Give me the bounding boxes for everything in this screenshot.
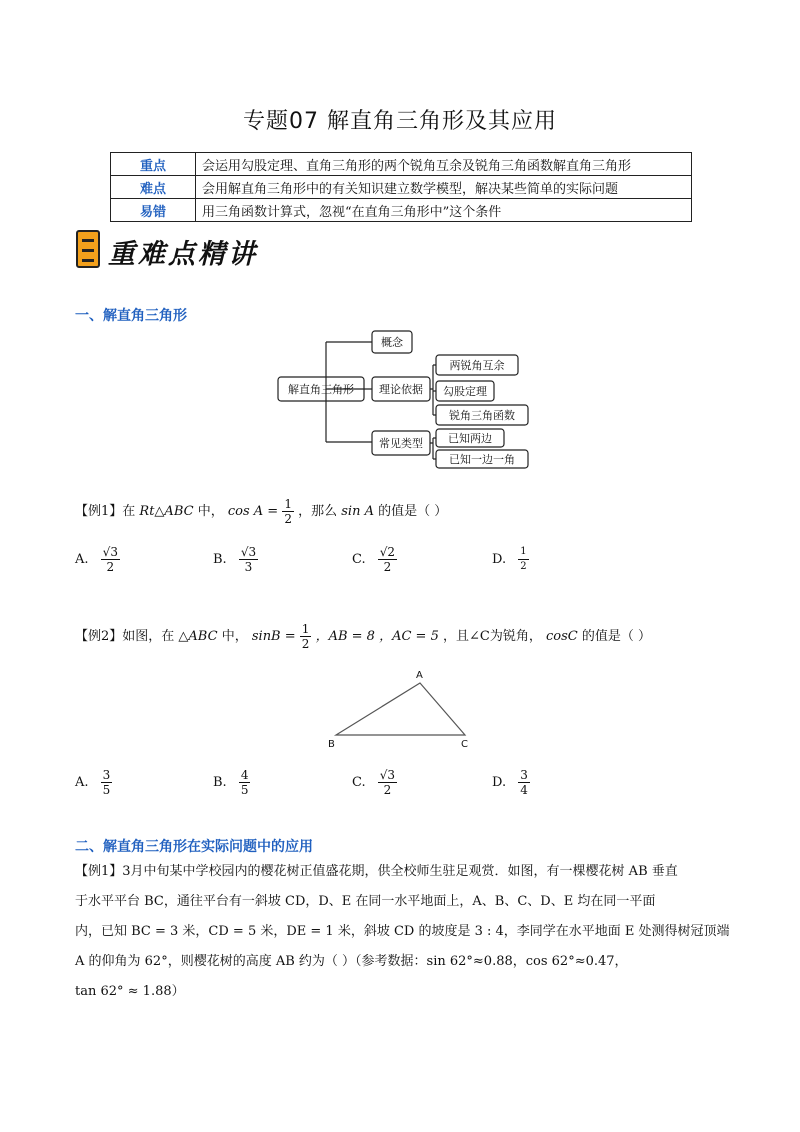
mindmap-common-1: 已知两边 [448, 432, 492, 445]
fraction: $\frac{1}{2}$ [284, 497, 292, 526]
example-1-question: 【例1】在 Rt△ABC 中， cos A = $\frac{1}{2}$ ，那么 sin A 的值是（ ） [75, 497, 448, 526]
row-text: 会运用勾股定理、直角三角形的两个锐角互余及锐角三角函数解直角三角形 [196, 153, 692, 176]
mindmap-common: 常见类型 [379, 437, 423, 450]
table-row [111, 199, 692, 222]
mindmap-root: 解直角三角形 [288, 383, 354, 396]
mind-map-diagram [270, 325, 540, 470]
section-heading-1: 一、解直角三角形 [75, 308, 187, 324]
vertex-b-label: B [328, 739, 335, 750]
row-key: 易错 [111, 199, 196, 222]
triangle-figure [320, 665, 480, 750]
row-text: 会用解直角三角形中的有关知识建立数学模型，解决某些简单的实际问题 [196, 176, 692, 199]
section-banner: 重难点精讲 [108, 239, 258, 270]
page-title: 专题07 解直角三角形及其应用 [243, 109, 557, 134]
option-c: C. $\frac{√3}{2}$ [352, 768, 396, 797]
option-a: A. $\frac{3}{5}$ [75, 768, 111, 797]
mindmap-concept: 概念 [381, 336, 403, 349]
option-d: D. $\frac{1}{2}$ [492, 546, 527, 572]
mindmap-theory-2: 勾股定理 [443, 385, 487, 398]
vertex-a-label: A [416, 670, 423, 681]
option-b: B. $\frac{√3}{3}$ [213, 545, 257, 574]
row-key: 难点 [111, 176, 196, 199]
mindmap-common-2: 已知一边一角 [449, 453, 515, 466]
option-a: A. $\frac{√3}{2}$ [75, 545, 118, 574]
row-key: 重点 [111, 153, 196, 176]
table-row [111, 176, 692, 199]
option-b: B. $\frac{4}{5}$ [213, 768, 249, 797]
section-heading-2: 二、解直角三角形在实际问题中的应用 [75, 839, 313, 855]
example-2-question: 【例2】如图，在 △ABC 中， sinB = $\frac{1}{2}$ ，AB = 8 ，AC = 5 ，且∠C为锐角， cosC 的值是（ ） [75, 622, 651, 651]
option-d: D. $\frac{3}{4}$ [492, 768, 528, 797]
row-text: 用三角函数计算式，忽视“在直角三角形中”这个条件 [196, 199, 692, 222]
example-3-question: 【例1】3月中旬某中学校园内的樱花树正值盛花期，供全校师生驻足观赏．如图，有一棵樱花树 AB 垂直 于水平平台 BC，通往平台有一斜坡 CD，D、E 在同一水平地面上，A、B、C、D、E 均在同一平面 内，已知 BC = 3 米，CD = 5 米，DE = 1 米，斜坡 CD 的坡度是 3 : 4，李同学在水平地面 E 处测得树冠顶端 A 的仰角为 62°，则樱花树的高度 AB 约为（ ）（参考数据：sin 62°≈0.88，cos 62°≈0.47， tan 62° ≈ 1.88） [75, 864, 730, 999]
table-row [111, 153, 692, 176]
vertex-c-label: C [461, 739, 468, 750]
key-points-table [110, 152, 692, 222]
mindmap-theory: 理论依据 [379, 383, 423, 396]
mindmap-theory-3: 锐角三角函数 [449, 409, 515, 422]
notebook-icon [76, 230, 100, 268]
option-c: C. $\frac{√2}{2}$ [352, 545, 396, 574]
mindmap-theory-1: 两锐角互余 [449, 359, 505, 372]
